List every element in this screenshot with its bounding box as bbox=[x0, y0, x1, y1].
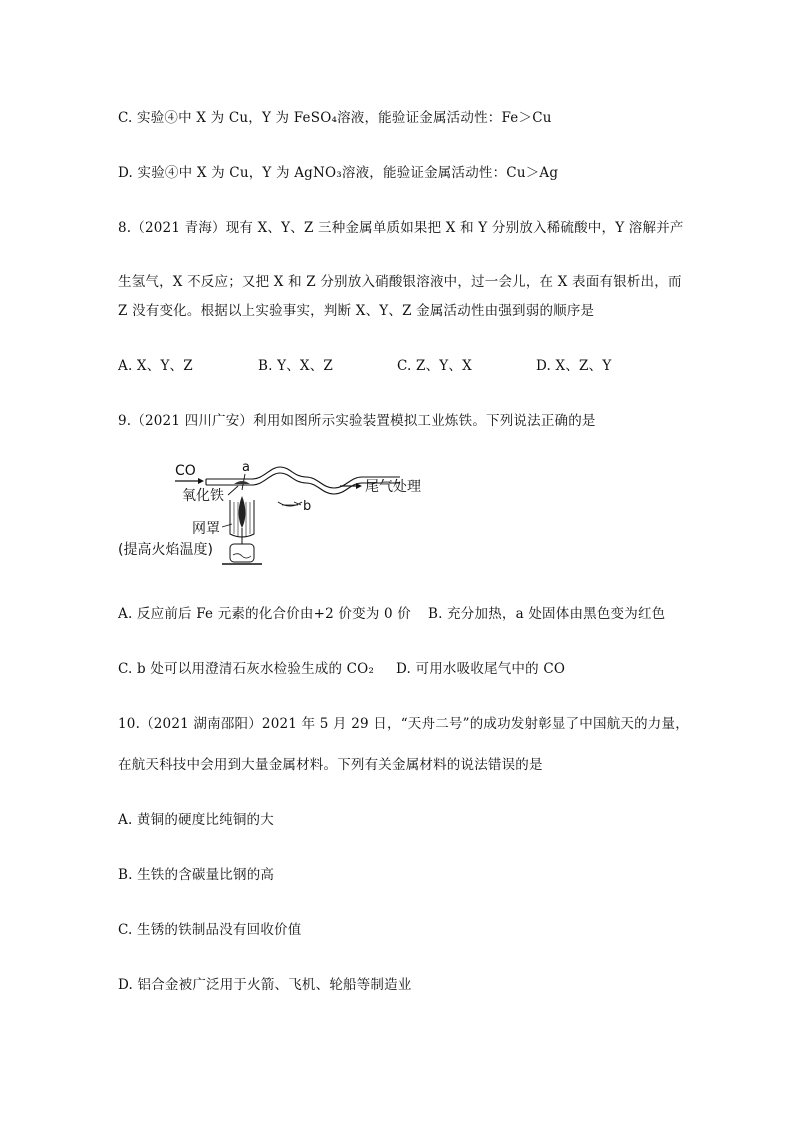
question-10-option-a: A. 黄铜的硬度比纯铜的大 bbox=[118, 812, 274, 828]
flame bbox=[239, 496, 246, 528]
question-9-option-c: C. b 处可以用澄清石灰水检验生成的 CO₂ bbox=[118, 661, 375, 677]
question-8-stem-line-1: 8.（2021 青海）现有 X、Y、Z 三种金属单质如果把 X 和 Y 分别放入稀硫酸中，Y 溶解并产 bbox=[118, 220, 684, 236]
iron-oxide-pointer-line bbox=[228, 486, 238, 495]
lamp-liquid bbox=[233, 554, 251, 558]
question-8-option-a: A. X、Y、Z bbox=[118, 358, 193, 374]
question-9-option-b: B. 充分加热，a 处固体由黑色变为红色 bbox=[428, 606, 666, 622]
a-label: a bbox=[242, 460, 250, 475]
question-8-stem-line-2: 生氢气，X 不反应；又把 X 和 Z 分别放入硝酸银溶液中，过一会儿，在 X 表面有银析出，而 bbox=[118, 274, 682, 290]
question-8-option-b: B. Y、X、Z bbox=[258, 358, 334, 374]
question-9-option-d: D. 可用水吸收尾气中的 CO bbox=[396, 661, 566, 677]
question-7-option-c: C. 实验④中 X 为 Cu，Y 为 FeSO₄溶液，能验证金属活动性：Fe＞Cu bbox=[118, 110, 552, 126]
iron-oxide-label: 氧化铁 bbox=[182, 488, 224, 504]
co-label: CO bbox=[175, 463, 196, 479]
iron-oxide-sample bbox=[234, 481, 250, 484]
question-10-option-c: C. 生锈的铁制品没有回收价值 bbox=[118, 922, 302, 938]
question-10-option-b: B. 生铁的含碳量比钢的高 bbox=[118, 867, 275, 883]
question-8-options bbox=[118, 357, 678, 375]
question-10-option-d: D. 铝合金被广泛用于火箭、飞机、轮船等制造业 bbox=[118, 977, 412, 993]
mesh-cover-label: 网罩 bbox=[192, 521, 220, 537]
question-10-stem-line-2: 在航天科技中会用到大量金属材料。下列有关金属材料的说法错误的是 bbox=[118, 757, 543, 773]
alcohol-lamp-body bbox=[230, 544, 254, 562]
flame-temperature-label: (提高火焰温度) bbox=[118, 542, 213, 558]
iron-smelting-apparatus-diagram bbox=[118, 458, 428, 576]
exhaust-treatment-label: 尾气处理 bbox=[365, 479, 421, 495]
b-label: b bbox=[303, 499, 312, 514]
question-9-option-a: A. 反应前后 Fe 元素的化合价由+2 价变为 0 价 bbox=[118, 606, 411, 622]
question-9-stem: 9.（2021 四川广安）利用如图所示实验装置模拟工业炼铁。下列说法正确的是 bbox=[118, 413, 596, 429]
exhaust-arrowhead bbox=[356, 483, 362, 489]
question-7-option-d: D. 实验④中 X 为 Cu，Y 为 AgNO₃溶液，能验证金属活动性：Cu＞Ag bbox=[118, 165, 559, 181]
question-8-stem-line-3: Z 没有变化。根据以上实验事实，判断 X、Y、Z 金属活动性由强到弱的顺序是 bbox=[118, 303, 595, 319]
co-inlet-arrowhead bbox=[198, 478, 204, 484]
question-8-option-d: D. X、Z、Y bbox=[536, 358, 612, 374]
question-8-option-c: C. Z、Y、X bbox=[397, 358, 472, 374]
question-10-stem-line-1: 10.（2021 湖南邵阳）2021 年 5 月 29 日，“天舟二号”的成功发射彰显了中国航天的力量， bbox=[118, 716, 689, 732]
